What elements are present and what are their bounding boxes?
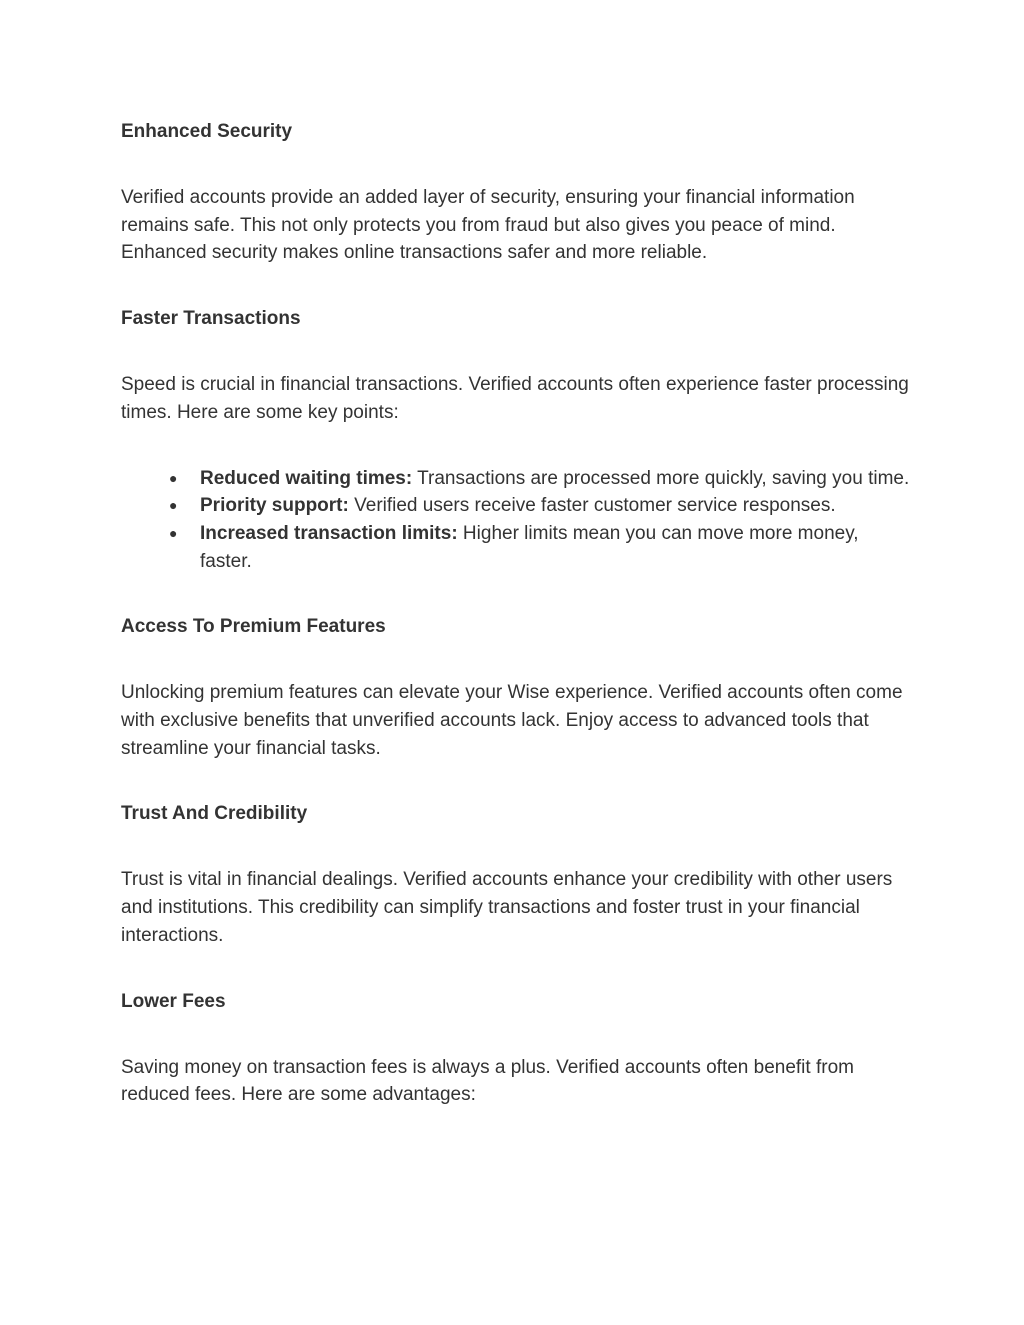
section-body-faster-transactions: Speed is crucial in financial transactions. Verified accounts often experience faster processing times. Here are some key points: xyxy=(121,374,909,423)
list-item-label: Priority support: xyxy=(200,495,349,517)
bullet-icon: ● xyxy=(169,497,178,514)
bullet-icon: ● xyxy=(169,469,178,486)
section-body-enhanced-security: Verified accounts provide an added layer of security, ensuring your financial information remains safe. This not only protects you from fraud but also gives you peace of mind. Enhanced security makes online transactions safer and more reliable. xyxy=(121,187,855,264)
bullet-icon: ● xyxy=(169,524,178,541)
list-item-text: Verified users receive faster customer service responses. xyxy=(348,495,836,517)
section-heading-faster-transactions: Faster Transactions xyxy=(121,308,301,330)
section-heading-lower-fees: Lower Fees xyxy=(121,990,226,1012)
document-page xyxy=(121,118,911,1109)
list-item-increased-transaction-limits xyxy=(169,520,911,575)
key-points-list xyxy=(121,465,911,576)
section-body-lower-fees: Saving money on transaction fees is always a plus. Verified accounts often benefit from reduced fees. Here are some advantages: xyxy=(121,1056,854,1106)
section-heading-premium-features: Access To Premium Features xyxy=(121,616,386,638)
list-item-text: Higher limits mean you can move more money, faster. xyxy=(200,522,859,572)
list-item-label: Increased transaction limits: xyxy=(200,522,458,544)
section-heading-trust-credibility: Trust And Credibility xyxy=(121,803,308,825)
section-body-premium-features: Unlocking premium features can elevate your Wise experience. Verified accounts often come with exclusive benefits that unverified accounts lack. Enjoy access to advanced tools that streamline your financial tasks. xyxy=(121,682,903,759)
list-item-label: Reduced waiting times: xyxy=(200,467,413,489)
list-item-priority-support xyxy=(169,492,911,520)
list-item-text: Transactions are processed more quickly, saving you time. xyxy=(412,467,910,489)
list-item-reduced-waiting-times xyxy=(169,465,911,493)
section-body-trust-credibility: Trust is vital in financial dealings. Verified accounts enhance your credibility with other users and institutions. This credibility can simplify transactions and foster trust in your financial interactions. xyxy=(121,869,893,946)
section-heading-enhanced-security: Enhanced Security xyxy=(121,121,293,142)
